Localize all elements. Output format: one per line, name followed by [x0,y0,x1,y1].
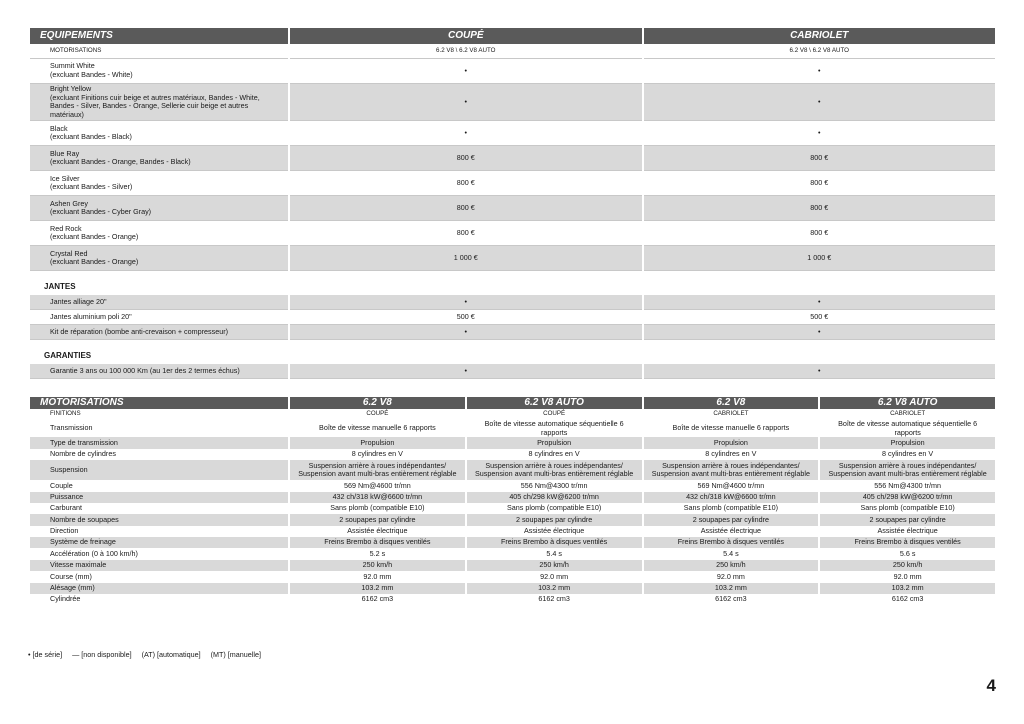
spec-value: Sans plomb (compatible E10) [683,503,779,513]
cabriolet-value: • [644,364,996,379]
spec-label: Transmission [50,423,93,433]
color-name: Summit White [50,61,95,71]
cabriolet-value: 800 € [644,146,996,171]
section-title: JANTES [44,281,76,291]
spec-value: Sans plomb (compatible E10) [860,503,955,513]
spec-value: 103.2 mm [820,583,995,594]
color-name: Blue Ray [50,148,80,158]
row-label: FINITIONS [50,410,81,418]
spec-row [30,460,995,480]
finition-value: COUPÉ [543,410,566,418]
jantes-row [30,295,995,310]
page-number: 4 [986,676,996,695]
jantes-row [30,310,995,325]
coupe-value: • [290,295,642,310]
section-title: MOTORISATIONS [30,397,288,408]
color-name: Black [50,123,68,133]
coupe-value: • [290,84,642,121]
column-header-coupe: COUPÉ [290,28,642,44]
cabriolet-value: 800 € [644,171,996,196]
jantes-section-title [30,271,995,295]
spec-row [30,571,995,582]
spec-row [30,583,995,594]
spec-value: 92.0 mm [893,571,922,581]
spec-label: Alésage (mm) [30,583,288,594]
color-exclusion-note: (excluant Bandes - Orange) [50,257,139,267]
spec-label: Course (mm) [50,571,92,581]
coupe-value: 800 € [290,221,642,246]
spec-row [30,449,995,460]
cabriolet-value: 800 € [644,221,996,246]
engine-column-header: 6.2 V8 AUTO [467,397,642,408]
section-title: EQUIPEMENTS [30,28,288,44]
spec-row [30,492,995,503]
color-label [30,246,288,271]
spec-label: Puissance [30,492,288,503]
spec-value: 8 cylindres en V [882,449,934,459]
motorisations-table [28,397,997,605]
color-row [30,146,995,171]
color-row [30,59,995,84]
spec-label: Nombre de soupapes [30,514,288,525]
color-row [30,246,995,271]
spec-value: Sans plomb (compatible E10) [330,503,425,513]
column-header-cabriolet: CABRIOLET [644,28,996,44]
spec-value: Freins Brembo à disques ventilés [820,537,995,548]
spec-label: Carburant [50,503,82,513]
color-label [30,59,288,84]
color-exclusion-note: (excluant Bandes - White) [50,70,133,79]
spec-value: Propulsion [644,437,819,448]
spec-value: 432 ch/318 kW@6600 tr/mn [644,492,819,503]
spec-value: 2 soupapes par cylindre [820,514,995,525]
spec-value: Freins Brembo à disques ventilés [467,537,642,548]
coupe-value: • [290,325,642,340]
spec-value: 103.2 mm [290,583,465,594]
spec-value: Boîte de vitesse automatique séquentielle 6 rapports [838,419,978,437]
legend [28,650,269,659]
cabriolet-value: • [644,295,996,310]
spec-value: Assistée électrique [877,526,938,536]
cabriolet-value: • [644,59,996,84]
color-name: Red Rock [50,223,82,233]
garanties-section-title [30,340,995,364]
spec-value: 8 cylindres en V [351,449,403,459]
spec-value: 5.4 s [723,548,739,558]
spec-row [30,480,995,491]
spec-value: Propulsion [820,437,995,448]
spec-label: Type de transmission [30,437,288,448]
color-row [30,221,995,246]
spec-row [30,560,995,571]
spec-value: 2 soupapes par cylindre [644,514,819,525]
color-row [30,171,995,196]
cabriolet-value: 500 € [644,310,996,325]
spec-value: 8 cylindres en V [528,449,580,459]
spec-value: 6162 cm3 [891,594,924,604]
spec-value: 250 km/h [290,560,465,571]
legend-not-available: — [non disponible] [72,650,132,659]
color-name: Ice Silver [50,173,80,183]
color-exclusion-note: (excluant Bandes - Black) [50,132,132,142]
spec-value: 2 soupapes par cylindre [290,514,465,525]
coupe-value: 6.2 V8 \ 6.2 V8 AUTO [290,44,642,59]
spec-value: 405 ch/298 kW@6200 tr/mn [467,492,642,503]
spec-value: 5.6 s [899,548,916,558]
color-label [30,171,288,196]
spec-row [30,514,995,525]
spec-value: 92.0 mm [540,571,569,581]
row-label: Jantes aluminium poli 20" [30,310,288,325]
spec-value: 6162 cm3 [361,594,394,604]
finition-value: CABRIOLET [713,410,749,418]
spec-row [30,537,995,548]
spec-value: Suspension arrière à roues indépendantes/ Suspension avant multi-bras entièrement réglable [290,460,465,480]
garanties-row [30,364,995,379]
color-exclusion-note: (excluant Bandes - Orange, Bandes - Black) [50,157,191,167]
color-exclusion-note: (excluant Bandes - Cyber Gray) [50,207,152,217]
legend-manual: (MT) [manuelle] [210,650,261,659]
color-row [30,121,995,146]
spec-value: Assistée électrique [700,526,762,536]
spec-value: 569 Nm@4600 tr/mn [697,480,765,490]
cabriolet-value: • [644,325,996,340]
engine-column-header: 6.2 V8 [644,397,819,408]
spec-row [30,548,995,559]
coupe-value: • [290,59,642,84]
spec-value: Suspension arrière à roues indépendantes/ Suspension avant multi-bras entièrement réglable [467,460,642,480]
spec-value: 250 km/h [644,560,819,571]
section-title: GARANTIES [44,350,92,360]
color-label [30,121,288,146]
spec-label: Cylindrée [50,594,81,604]
spec-value: 556 Nm@4300 tr/mn [874,480,942,490]
spec-value: Suspension arrière à roues indépendantes/ Suspension avant multi-bras entièrement réglable [644,460,819,480]
spec-row [30,437,995,448]
motorisations-row [30,44,995,59]
spec-value: 103.2 mm [467,583,642,594]
spec-value: Propulsion [290,437,465,448]
spec-label: Couple [50,480,73,490]
spec-value: 92.0 mm [363,571,392,581]
spec-value: Boîte de vitesse automatique séquentielle 6 rapports [484,419,624,437]
spec-value: 405 ch/298 kW@6200 tr/mn [820,492,995,503]
spec-row [30,420,995,437]
spec-value: Assistée électrique [523,526,585,536]
spec-value: Freins Brembo à disques ventilés [290,537,465,548]
spec-label: Nombre de cylindres [50,449,116,459]
color-name: Bright Yellow [50,84,92,93]
coupe-value: • [290,364,642,379]
equipements-header [30,28,995,44]
legend-standard: • [de série] [28,650,63,659]
coupe-value: 800 € [290,196,642,221]
spec-value: Boîte de vitesse manuelle 6 rapports [319,423,436,433]
cabriolet-value: 800 € [644,196,996,221]
spec-row [30,594,995,605]
coupe-value: 800 € [290,171,642,196]
color-row [30,196,995,221]
spec-value: 432 ch/318 kW@6600 tr/mn [290,492,465,503]
row-label: Jantes alliage 20" [30,295,288,310]
spec-row [30,526,995,537]
row-label: Garantie 3 ans ou 100 000 Km (au 1er des 2 termes échus) [30,364,288,379]
spec-value: 6162 cm3 [715,594,747,604]
spec-value: 8 cylindres en V [705,449,757,459]
engine-column-header: 6.2 V8 AUTO [820,397,995,408]
spec-label: Vitesse maximale [30,560,288,571]
color-label [30,146,288,171]
color-name: Ashen Grey [50,198,88,208]
coupe-value: 1 000 € [290,246,642,271]
coupe-value: 800 € [290,146,642,171]
spec-value: Sans plomb (compatible E10) [506,503,602,513]
engine-column-header: 6.2 V8 [290,397,465,408]
spec-value: Boîte de vitesse manuelle 6 rapports [672,423,790,433]
spec-value: 6162 cm3 [538,594,570,604]
spec-value: Propulsion [467,437,642,448]
color-row [30,84,995,121]
cabriolet-value: • [644,121,996,146]
spec-value: 103.2 mm [644,583,819,594]
spec-label: Système de freinage [30,537,288,548]
row-label: MOTORISATIONS [30,44,288,59]
color-name: Crystal Red [50,248,88,258]
spec-value: Freins Brembo à disques ventilés [644,537,819,548]
spec-value: Suspension arrière à roues indépendantes/ Suspension avant multi-bras entièrement réglable [820,460,995,480]
coupe-value: • [290,121,642,146]
color-exclusion-note: (excluant Bandes - Silver) [50,182,133,192]
spec-label: Suspension [30,460,288,480]
equipements-table [28,28,997,379]
spec-row [30,503,995,514]
motorisations-header [30,397,995,408]
color-exclusion-note: (excluant Bandes - Orange) [50,232,139,242]
coupe-value: 500 € [290,310,642,325]
color-label [30,84,288,121]
spec-sheet [28,28,997,605]
cabriolet-value: 1 000 € [644,246,996,271]
spec-value: Assistée électrique [347,526,408,536]
spec-value: 2 soupapes par cylindre [467,514,642,525]
finition-value: CABRIOLET [890,410,926,418]
spec-value: 569 Nm@4600 tr/mn [343,480,411,490]
spec-value: 5.2 s [369,548,386,558]
spec-label: Accélération (0 à 100 km/h) [50,548,138,558]
cabriolet-value: 6.2 V8 \ 6.2 V8 AUTO [644,44,996,59]
spec-label: Direction [50,526,79,536]
color-exclusion-note: (excluant Finitions cuir beige et autres matériaux, Bandes - White, Bandes - Silver, Bandes - Orange, Sellerie cuir beige et autres matériaux) [50,92,260,119]
jantes-row [30,325,995,340]
color-label [30,221,288,246]
color-label [30,196,288,221]
spec-value: 5.4 s [546,548,562,558]
spec-value: 250 km/h [820,560,995,571]
legend-automatic: (AT) [automatique] [141,650,201,659]
spec-value: 556 Nm@4300 tr/mn [520,480,588,490]
cabriolet-value: • [644,84,996,121]
row-label: Kit de réparation (bombe anti-crevaison + compresseur) [30,325,288,340]
spec-value: 250 km/h [467,560,642,571]
finition-value: COUPÉ [366,410,389,418]
spec-value: 92.0 mm [716,571,745,581]
